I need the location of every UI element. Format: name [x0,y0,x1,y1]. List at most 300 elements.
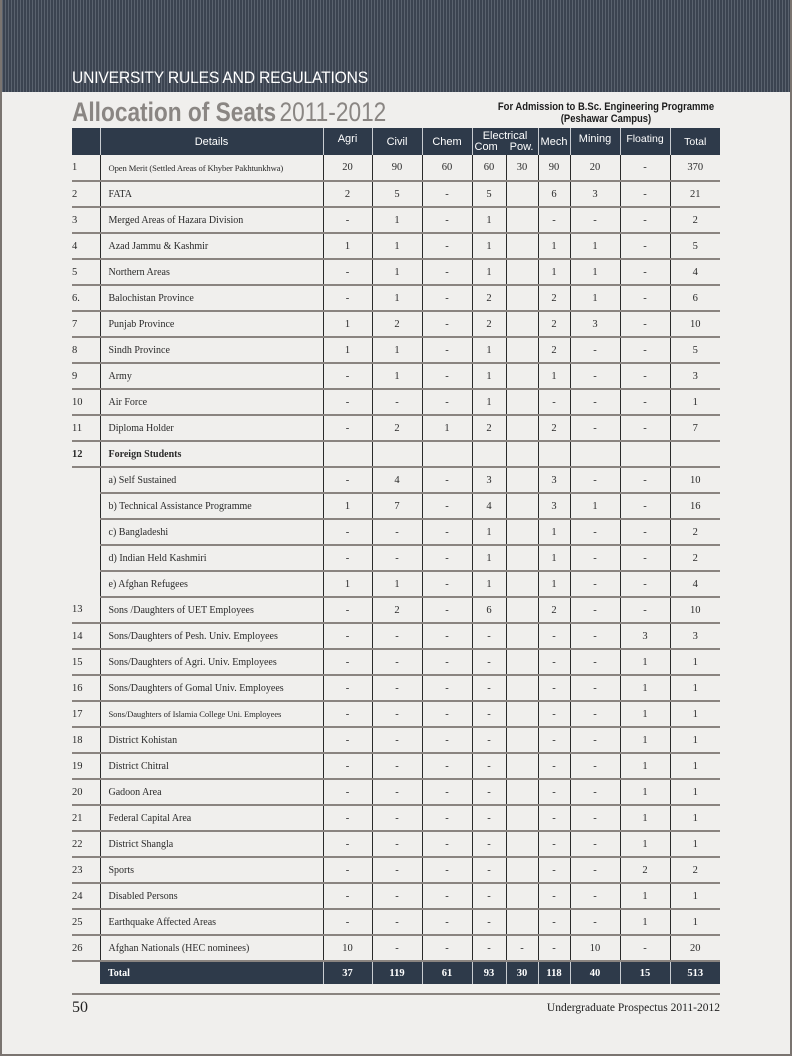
cell-pow [506,909,538,935]
cell-detail: Earthquake Affected Areas [100,909,323,935]
cell-mech: - [538,935,570,961]
col-header-pow: Pow. [509,140,534,153]
cell-mech: - [538,909,570,935]
cell-floating: - [620,597,670,623]
table-row [72,623,720,649]
cell-num: 16 [72,675,100,701]
cell-mining: 3 [570,311,620,337]
cell-mining: - [570,649,620,675]
cell-com: 1 [472,337,506,363]
cell-mining: - [570,545,620,571]
cell-civil: 90 [372,155,422,181]
cell-civil: - [372,701,422,727]
col-header-num [72,128,100,155]
cell-detail: d) Indian Held Kashmiri [100,545,323,571]
cell-floating: 1 [620,831,670,857]
cell-detail: Gadoon Area [100,779,323,805]
cell-agri: - [323,675,372,701]
cell-total: 1 [670,727,720,753]
cell-mining: - [570,883,620,909]
table-row [72,311,720,337]
total-cell-detail: Total [100,961,323,984]
table-row [72,727,720,753]
cell-total: 21 [670,181,720,207]
cell-com [472,441,506,467]
cell-mech: - [538,675,570,701]
cell-mech: 1 [538,519,570,545]
cell-floating: 1 [620,675,670,701]
cell-chem: - [422,545,472,571]
cell-mech: - [538,389,570,415]
cell-detail: Disabled Persons [100,883,323,909]
cell-num: 23 [72,857,100,883]
cell-agri: - [323,207,372,233]
cell-pow [506,597,538,623]
cell-agri: 1 [323,233,372,259]
cell-mech: - [538,805,570,831]
cell-num: 26 [72,935,100,961]
cell-mining: 1 [570,493,620,519]
cell-agri: - [323,779,372,805]
cell-chem: - [422,649,472,675]
cell-pow [506,779,538,805]
cell-pow [506,831,538,857]
cell-total: 1 [670,779,720,805]
cell-agri: - [323,753,372,779]
cell-num: 10 [72,389,100,415]
col-header-electrical-label: Electrical [482,129,528,142]
cell-floating: - [620,415,670,441]
cell-floating: 1 [620,701,670,727]
cell-total: 16 [670,493,720,519]
cell-agri: 10 [323,935,372,961]
cell-pow [506,363,538,389]
col-header-chem: Chem [422,128,472,155]
table-row [72,233,720,259]
total-cell-mech: 118 [538,961,570,984]
cell-pow [506,701,538,727]
cell-detail: Sons/Daughters of Agri. Univ. Employees [100,649,323,675]
cell-mech: 6 [538,181,570,207]
cell-mech: - [538,753,570,779]
cell-chem: - [422,909,472,935]
cell-detail: Sons /Daughters of UET Employees [100,597,323,623]
table-body [72,155,720,984]
cell-total: 6 [670,285,720,311]
table-row [72,415,720,441]
cell-pow [506,259,538,285]
cell-agri: - [323,805,372,831]
cell-detail: District Kohistan [100,727,323,753]
col-header-civil: Civil [372,128,422,155]
table-row [72,259,720,285]
cell-mining: - [570,415,620,441]
cell-com: 1 [472,207,506,233]
cell-civil: 5 [372,181,422,207]
cell-chem: - [422,337,472,363]
cell-civil: - [372,857,422,883]
cell-mining: 1 [570,233,620,259]
cell-floating: - [620,519,670,545]
total-row [72,961,720,984]
cell-total: 1 [670,805,720,831]
cell-mining: - [570,857,620,883]
cell-agri: - [323,545,372,571]
cell-num: 21 [72,805,100,831]
cell-floating: 1 [620,883,670,909]
cell-total: 5 [670,233,720,259]
cell-total: 4 [670,571,720,597]
cell-floating: 2 [620,857,670,883]
cell-chem: - [422,519,472,545]
total-cell-num [72,961,100,984]
col-header-agri: Agri [323,128,372,155]
cell-mining: - [570,571,620,597]
cell-mining: - [570,727,620,753]
cell-detail: Foreign Students [100,441,323,467]
table-row [72,935,720,961]
cell-com: 1 [472,259,506,285]
cell-agri: - [323,909,372,935]
cell-detail: Sons/Daughters of Pesh. Univ. Employees [100,623,323,649]
cell-agri: - [323,415,372,441]
cell-mech: - [538,883,570,909]
cell-agri: - [323,597,372,623]
cell-chem: - [422,181,472,207]
cell-detail: Sons/Daughters of Gomal Univ. Employees [100,675,323,701]
cell-civil: - [372,519,422,545]
cell-floating: 1 [620,727,670,753]
cell-detail: Federal Capital Area [100,805,323,831]
cell-mining: - [570,831,620,857]
cell-num: 1 [72,155,100,181]
cell-mining: - [570,207,620,233]
cell-pow [506,883,538,909]
cell-total: 7 [670,415,720,441]
table-row [72,493,720,519]
cell-detail: Sons/Daughters of Islamia College Uni. Employees [100,701,323,727]
cell-civil: - [372,935,422,961]
cell-mining: - [570,597,620,623]
cell-mech: 3 [538,467,570,493]
cell-total: 1 [670,675,720,701]
cell-civil: 4 [372,467,422,493]
cell-total: 1 [670,909,720,935]
cell-detail: c) Bangladeshi [100,519,323,545]
cell-pow [506,389,538,415]
cell-floating: 1 [620,909,670,935]
table-row [72,207,720,233]
cell-floating: 1 [620,805,670,831]
col-header-floating: Floating [620,128,670,155]
cell-chem: - [422,233,472,259]
cell-agri: - [323,831,372,857]
cell-detail: Azad Jammu & Kashmir [100,233,323,259]
cell-pow [506,207,538,233]
cell-pow: 30 [506,155,538,181]
col-header-details: Details [100,128,323,155]
table-header-row [72,128,720,155]
cell-mech: - [538,779,570,805]
cell-pow [506,545,538,571]
cell-pow [506,285,538,311]
cell-num: 11 [72,415,100,441]
cell-detail: Air Force [100,389,323,415]
cell-chem: - [422,831,472,857]
cell-mech: 1 [538,363,570,389]
cell-chem: - [422,753,472,779]
subtitle [480,101,731,125]
cell-detail: District Chitral [100,753,323,779]
cell-agri: - [323,519,372,545]
cell-floating: - [620,311,670,337]
cell-floating: - [620,233,670,259]
col-header-mining: Mining [570,128,620,155]
cell-total: 10 [670,467,720,493]
cell-pow [506,233,538,259]
table-row [72,545,720,571]
page-number: 50 [72,999,88,1016]
cell-agri: 1 [323,493,372,519]
cell-civil: 7 [372,493,422,519]
cell-num: 14 [72,623,100,649]
cell-pow [506,441,538,467]
cell-total: 5 [670,337,720,363]
cell-detail: a) Self Sustained [100,467,323,493]
cell-com: - [472,935,506,961]
cell-num: 25 [72,909,100,935]
cell-pow [506,493,538,519]
cell-total: 2 [670,207,720,233]
cell-pow [506,311,538,337]
cell-chem: - [422,701,472,727]
cell-detail: District Shangla [100,831,323,857]
cell-mining: - [570,337,620,363]
cell-agri: 1 [323,337,372,363]
cell-num: 17 [72,701,100,727]
cell-mech: - [538,649,570,675]
cell-mech: - [538,207,570,233]
cell-com: - [472,909,506,935]
cell-com: - [472,675,506,701]
cell-mining: 20 [570,155,620,181]
cell-pow [506,415,538,441]
cell-com: - [472,805,506,831]
cell-chem [422,441,472,467]
cell-chem: - [422,207,472,233]
cell-detail: Punjab Province [100,311,323,337]
cell-chem: - [422,285,472,311]
cell-floating: - [620,571,670,597]
cell-mining: 1 [570,285,620,311]
cell-com: 2 [472,415,506,441]
cell-detail: Sports [100,857,323,883]
cell-mining [570,441,620,467]
cell-com: - [472,779,506,805]
cell-com: - [472,883,506,909]
subtitle-line-1: For Admission to B.Sc. Engineering Programme [497,101,715,113]
cell-floating: - [620,467,670,493]
cell-chem: - [422,571,472,597]
cell-civil: - [372,779,422,805]
cell-agri: 1 [323,571,372,597]
cell-com: 4 [472,493,506,519]
cell-detail: Northern Areas [100,259,323,285]
table-row [72,701,720,727]
cell-total [670,441,720,467]
cell-civil: 1 [372,259,422,285]
cell-mining: - [570,519,620,545]
cell-floating: 3 [620,623,670,649]
table-row [72,909,720,935]
cell-total: 4 [670,259,720,285]
cell-floating: - [620,363,670,389]
cell-civil: - [372,389,422,415]
cell-pow [506,727,538,753]
cell-floating: - [620,285,670,311]
cell-agri: - [323,701,372,727]
cell-total: 370 [670,155,720,181]
cell-civil: - [372,623,422,649]
cell-com: 6 [472,597,506,623]
cell-civil: - [372,545,422,571]
cell-mech: 1 [538,571,570,597]
cell-pow [506,337,538,363]
cell-chem: - [422,727,472,753]
cell-total: 2 [670,519,720,545]
table-row [72,883,720,909]
cell-num: 9 [72,363,100,389]
cell-num [72,467,100,493]
cell-mining: - [570,389,620,415]
cell-chem: - [422,675,472,701]
cell-pow [506,753,538,779]
col-header-electrical [472,128,538,155]
cell-com: 1 [472,519,506,545]
cell-mech: 2 [538,415,570,441]
cell-civil: - [372,805,422,831]
cell-floating: - [620,181,670,207]
cell-com: 60 [472,155,506,181]
cell-total: 1 [670,649,720,675]
cell-detail: Open Merit (Settled Areas of Khyber Pakhtunkhwa) [100,155,323,181]
subtitle-line-2: (Peshawar Campus) [560,113,652,125]
cell-agri: - [323,623,372,649]
cell-detail: Diploma Holder [100,415,323,441]
cell-detail: Merged Areas of Hazara Division [100,207,323,233]
cell-mech: 3 [538,493,570,519]
cell-mining: - [570,779,620,805]
col-header-com: Com [474,140,498,153]
table-row [72,675,720,701]
cell-civil: 2 [372,415,422,441]
cell-agri: - [323,727,372,753]
cell-num: 8 [72,337,100,363]
cell-mech: - [538,831,570,857]
seat-allocation-table [72,128,720,984]
cell-mech [538,441,570,467]
cell-civil: 2 [372,311,422,337]
cell-mech: 2 [538,311,570,337]
cell-agri: - [323,467,372,493]
footer-divider [72,993,720,995]
page-title-main: Allocation of Seats [72,97,277,127]
cell-agri: - [323,883,372,909]
total-cell-pow: 30 [506,961,538,984]
cell-mech: 90 [538,155,570,181]
cell-com: 2 [472,285,506,311]
cell-com: 2 [472,311,506,337]
cell-num: 4 [72,233,100,259]
cell-chem: - [422,389,472,415]
cell-civil: 1 [372,207,422,233]
cell-mining: - [570,623,620,649]
cell-num: 20 [72,779,100,805]
total-cell-civil: 119 [372,961,422,984]
cell-pow [506,623,538,649]
cell-total: 1 [670,701,720,727]
cell-civil: - [372,883,422,909]
cell-mining: - [570,363,620,389]
cell-agri: - [323,857,372,883]
table-row [72,779,720,805]
cell-com: - [472,857,506,883]
cell-pow [506,467,538,493]
table-row [72,597,720,623]
cell-chem: - [422,857,472,883]
cell-mining: 3 [570,181,620,207]
cell-chem: 1 [422,415,472,441]
cell-civil: 1 [372,285,422,311]
cell-com: 1 [472,363,506,389]
cell-detail: Sindh Province [100,337,323,363]
cell-civil: 1 [372,571,422,597]
cell-civil: - [372,675,422,701]
cell-mech: 1 [538,259,570,285]
cell-com: 1 [472,545,506,571]
table-row [72,155,720,181]
cell-detail: Balochistan Province [100,285,323,311]
cell-detail: FATA [100,181,323,207]
cell-com: 5 [472,181,506,207]
cell-detail: Afghan Nationals (HEC nominees) [100,935,323,961]
cell-mech: 1 [538,233,570,259]
cell-mining: - [570,805,620,831]
cell-floating: 1 [620,649,670,675]
cell-total: 10 [670,597,720,623]
table-row [72,805,720,831]
cell-com: - [472,727,506,753]
cell-mining: - [570,675,620,701]
cell-num [72,493,100,519]
total-cell-agri: 37 [323,961,372,984]
cell-com: - [472,831,506,857]
cell-mining: 10 [570,935,620,961]
cell-num [72,545,100,571]
cell-civil: - [372,831,422,857]
cell-total: 1 [670,831,720,857]
cell-floating: - [620,545,670,571]
cell-com: - [472,623,506,649]
table-row [72,285,720,311]
cell-mining: - [570,909,620,935]
cell-civil: - [372,727,422,753]
cell-pow: - [506,935,538,961]
cell-total: 1 [670,883,720,909]
cell-num: 22 [72,831,100,857]
cell-mech: 2 [538,337,570,363]
cell-civil: 1 [372,363,422,389]
